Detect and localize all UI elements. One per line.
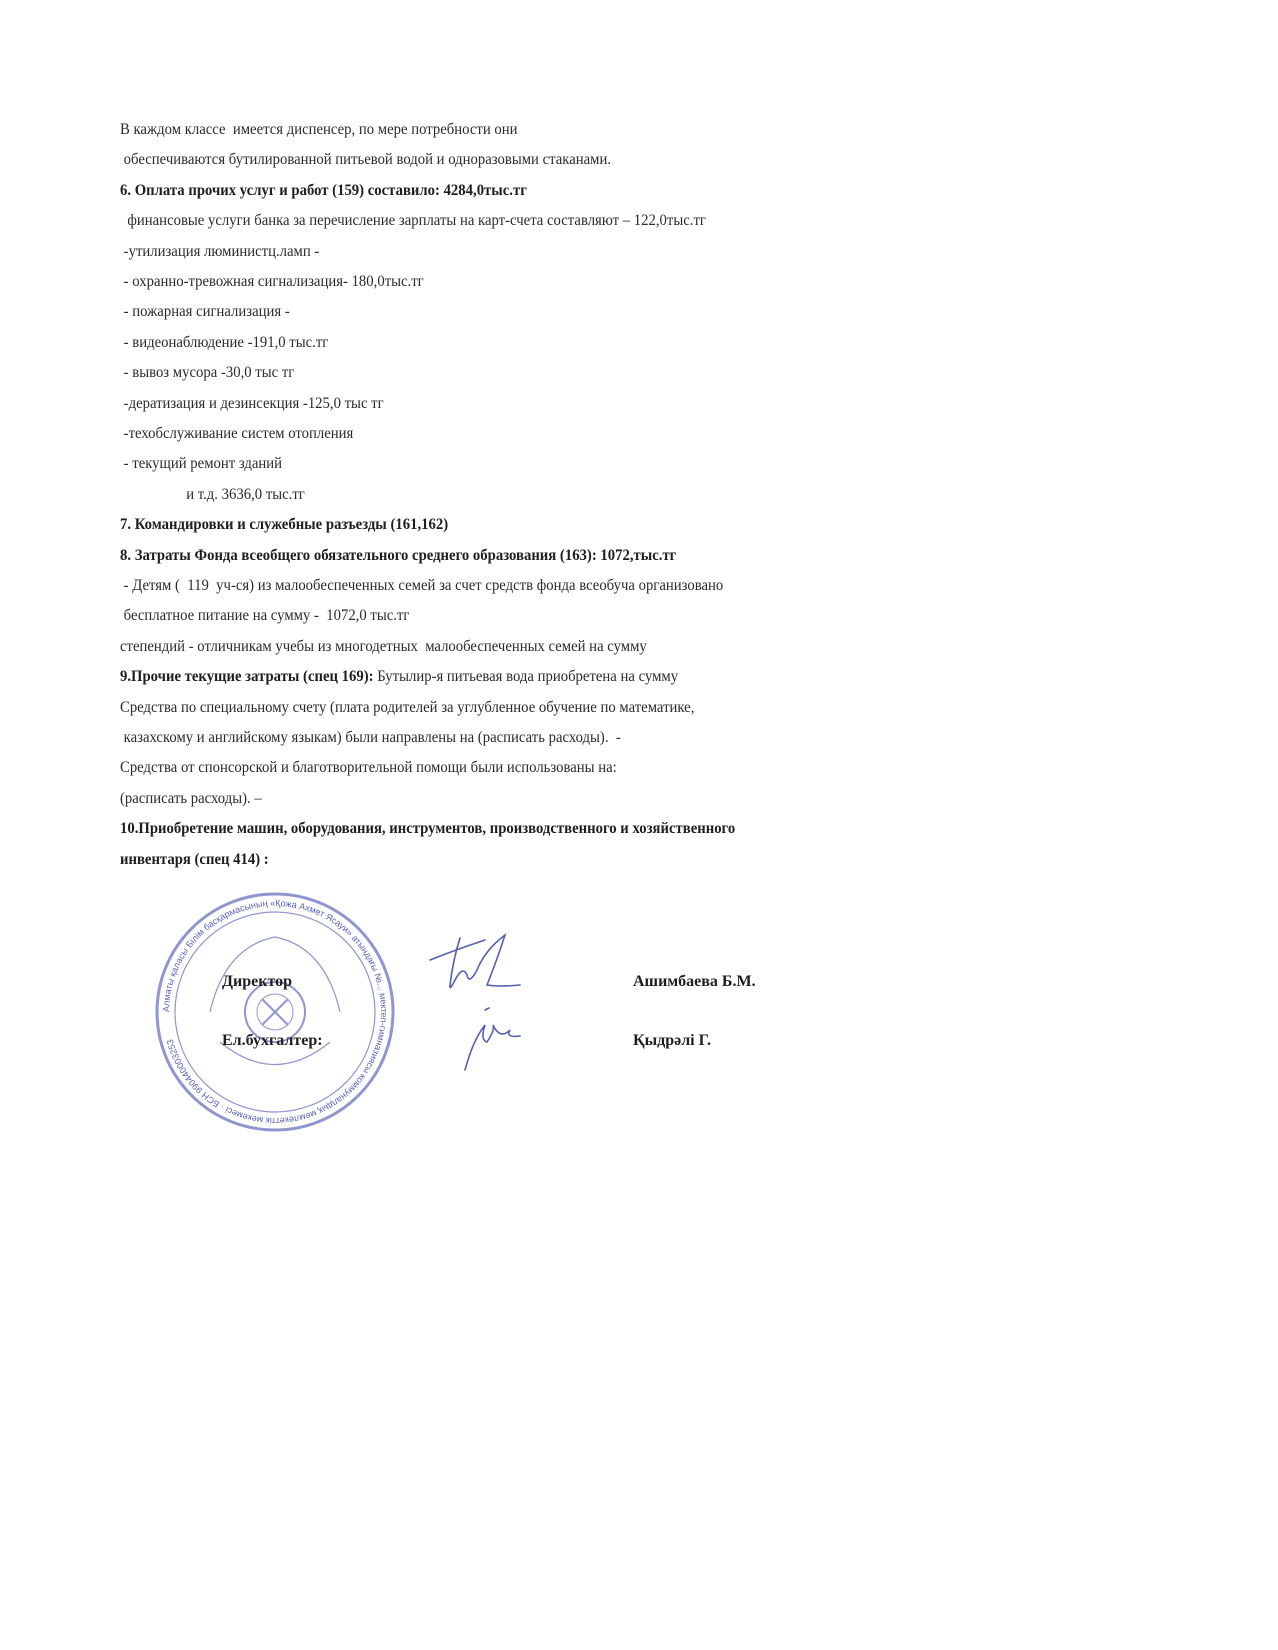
text-segment: - видеонаблюдение -191,0 тыс.тг (120, 333, 329, 351)
text-segment: - вывоз мусора -30,0 тыс тг (120, 364, 295, 382)
text-line (120, 667, 678, 687)
text-segment: - охранно-тревожная сигнализация- 180,0тыс.тг (120, 273, 424, 290)
bold-text: 7. Командировки и служебные разъезды (161,162) (120, 516, 449, 534)
text-line (120, 272, 424, 292)
text-line (120, 819, 735, 839)
text-line (120, 576, 723, 596)
director-label: Директор (222, 973, 292, 990)
text-segment: -дератизация и дезинсекция -125,0 тыс тг (120, 394, 384, 412)
text-segment: бесплатное питание на сумму - 1072,0 тыс.тг (120, 607, 410, 625)
bold-text: 8. Затраты Фонда всеобщего обязательного среднего образования (163): 1072,тыс.тг (120, 546, 677, 564)
text-line (120, 333, 328, 353)
director-name: Ашимбаева Б.М. (633, 973, 756, 990)
text-line (120, 515, 448, 535)
text-segment: степендий - отличникам учебы из многодетных малообеспеченных семей на сумму (120, 637, 647, 655)
text-segment: -утилизация люминистц.ламп - (120, 242, 320, 260)
text-segment: финансовые услуги банка за перечисление зарплаты на карт-счета составляют – 122,0тыс.тг (120, 212, 706, 230)
handwritten-signatures (425, 930, 535, 1080)
text-segment: В каждом классе имеется диспенсер, по мере потребности они (120, 121, 518, 138)
text-line (120, 424, 353, 444)
text-segment: - Детям ( 119 уч-ся) из малообеспеченных семей за счет средств фонда всеобуча организовано (120, 577, 724, 594)
text-line (120, 394, 384, 414)
text-line (120, 211, 706, 231)
text-line (120, 546, 676, 566)
text-line (120, 850, 269, 870)
text-line (120, 363, 294, 383)
bold-text: 10.Приобретение машин, оборудования, инструментов, производственного и хозяйственного (120, 820, 736, 838)
text-line (120, 454, 282, 474)
text-line (120, 728, 621, 748)
bold-text: 9.Прочие текущие затраты (спец 169): (120, 668, 374, 686)
text-line (120, 150, 611, 170)
text-segment: -техобслуживание систем отопления (120, 425, 354, 442)
text-line (120, 302, 290, 322)
text-line (120, 637, 647, 657)
text-segment: казахскому и английскому языкам) были направлены на (расписать расходы). - (120, 729, 621, 746)
stamp-text: Алматы қаласы Білім басқармасының «Қожа Ахмет Ясауи» атындағы №... мектеп-гимназиясы коммуналдық мемлекеттік мекемесі · БСН 990440003253 (160, 897, 390, 1127)
text-segment: Средства по специальному счету (плата родителей за углубленное обучение по математике, (120, 698, 695, 716)
accountant-name: Қыдрәлі Г. (633, 1032, 711, 1049)
text-line (120, 758, 617, 778)
text-segment: и т.д. 3636,0 тыс.тг (120, 485, 305, 503)
bold-text: 6. Оплата прочих услуг и работ (159) составило: 4284,0тыс.тг (120, 181, 527, 199)
accountant-label: Ел.бухгалтер: (222, 1032, 323, 1049)
text-segment: - пожарная сигнализация - (120, 303, 290, 321)
text-segment: (расписать расходы). – (120, 789, 262, 807)
text-line (120, 181, 527, 201)
official-stamp (155, 892, 395, 1132)
text-line (120, 120, 517, 140)
bold-text: инвентаря (спец 414) : (120, 850, 269, 868)
text-line (120, 485, 305, 505)
text-line (120, 242, 319, 262)
text-line (120, 698, 694, 718)
text-segment: Средства от спонсорской и благотворительной помощи были использованы на: (120, 759, 617, 777)
text-segment: Бутылир-я питьевая вода приобретена на сумму (373, 668, 679, 686)
text-line (120, 789, 262, 809)
text-segment: обеспечиваются бутилированной питьевой водой и одноразовыми стаканами. (120, 151, 612, 169)
text-segment: - текущий ремонт зданий (120, 455, 283, 473)
text-line (120, 606, 409, 626)
